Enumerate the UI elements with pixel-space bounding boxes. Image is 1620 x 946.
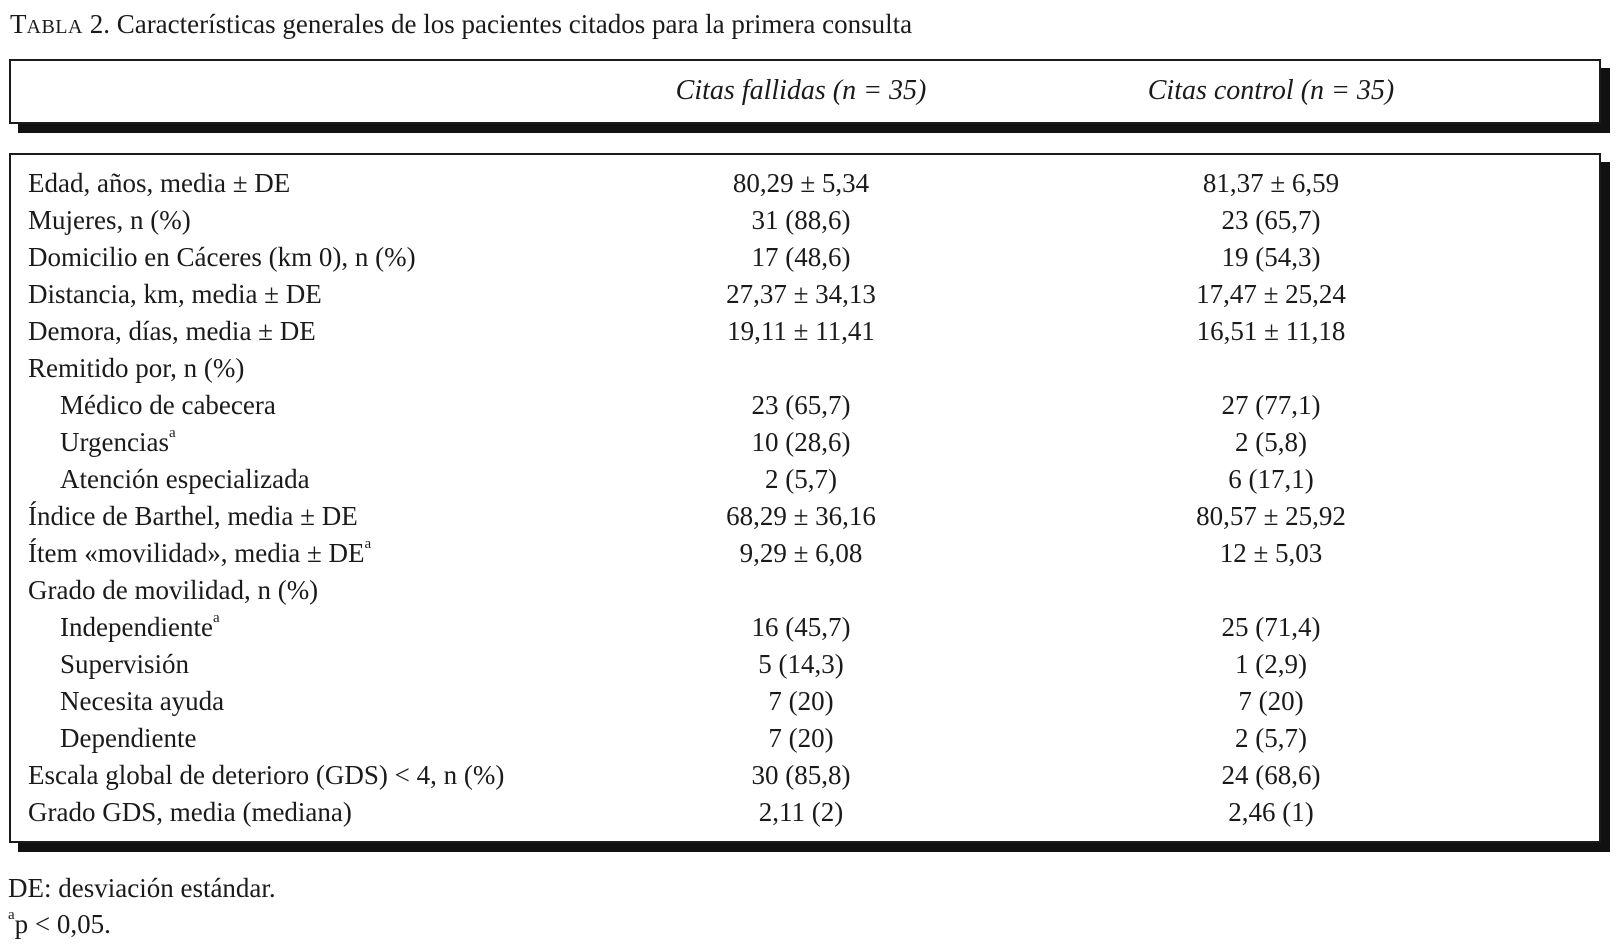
table-row xyxy=(11,720,1599,757)
value-citas-fallidas: 68,29 ± 36,16 xyxy=(726,501,876,531)
value-citas-fallidas: 27,37 ± 34,13 xyxy=(726,279,876,309)
caption-label-initial: T xyxy=(10,9,27,39)
value-citas-control: 19 (54,3) xyxy=(1221,242,1321,272)
value-citas-control: 16,51 ± 11,18 xyxy=(1196,316,1346,346)
value-citas-fallidas: 10 (28,6) xyxy=(751,427,851,457)
value-citas-control: 12 ± 5,03 xyxy=(1219,538,1323,568)
value-citas-fallidas: 2,11 (2) xyxy=(758,797,844,827)
value-citas-control: 2,46 (1) xyxy=(1228,797,1314,827)
value-citas-fallidas: 2 (5,7) xyxy=(765,464,837,494)
value-citas-fallidas: 17 (48,6) xyxy=(751,242,851,272)
footnote-abbreviation: DE: desviación estándar. xyxy=(8,873,276,903)
value-citas-fallidas: 7 (20) xyxy=(768,686,834,716)
footnote-significance: $^a$p < 0,05. xyxy=(8,907,111,939)
table-row-group-heading xyxy=(11,572,1599,609)
row-label: Escala global de deterioro (GDS) < 4, n (%) xyxy=(28,760,505,790)
value-citas-fallidas: 80,29 ± 5,34 xyxy=(732,168,870,198)
row-label: Edad, años, media ± DE xyxy=(28,168,291,198)
value-citas-control: 2 (5,8) xyxy=(1235,427,1307,457)
value-citas-fallidas: 23 (65,7) xyxy=(751,390,851,420)
row-label: Mujeres, n (%) xyxy=(28,205,191,235)
row-label: Atención especializada xyxy=(60,464,310,494)
row-label: Necesita ayuda xyxy=(60,686,225,716)
value-citas-control: 25 (71,4) xyxy=(1221,612,1321,642)
table-row xyxy=(11,387,1599,424)
row-label: Índice de Barthel, media ± DE xyxy=(28,501,358,531)
row-label: Distancia, km, media ± DE xyxy=(28,279,322,309)
value-citas-control: 17,47 ± 25,24 xyxy=(1196,279,1346,309)
value-citas-control: 24 (68,6) xyxy=(1221,760,1321,790)
column-header-citas-fallidas: Citas fallidas (n = 35) xyxy=(675,75,927,106)
value-citas-control: 27 (77,1) xyxy=(1221,390,1321,420)
row-label: Demora, días, media ± DE xyxy=(28,316,316,346)
significance-mark: a xyxy=(212,610,220,626)
significance-mark: a xyxy=(8,907,15,923)
significance-mark: a xyxy=(364,536,372,552)
row-label: Urgencias$^a$ xyxy=(60,425,176,457)
table-row xyxy=(11,683,1599,720)
value-citas-fallidas: 31 (88,6) xyxy=(751,205,851,235)
row-label: Supervisión xyxy=(60,649,190,679)
table-header-box xyxy=(9,59,1601,124)
table-row xyxy=(11,276,1599,313)
row-label: Dependiente xyxy=(60,723,197,753)
caption-number: 2. xyxy=(89,9,110,39)
value-citas-control: 6 (17,1) xyxy=(1228,464,1314,494)
table-row xyxy=(11,202,1599,239)
table-row xyxy=(11,498,1599,535)
value-citas-control: 2 (5,7) xyxy=(1235,723,1307,753)
caption-label-rest: ABLA xyxy=(26,16,83,38)
table-row xyxy=(11,239,1599,276)
value-citas-fallidas: 7 (20) xyxy=(768,723,834,753)
table-caption xyxy=(10,4,912,47)
table-row xyxy=(11,535,1599,572)
column-header-citas-control: Citas control (n = 35) xyxy=(1147,75,1395,106)
table-row xyxy=(11,794,1599,831)
table-row xyxy=(11,313,1599,350)
row-label: Grado de movilidad, n (%) xyxy=(28,575,319,605)
value-citas-control: 81,37 ± 6,59 xyxy=(1202,168,1340,198)
value-citas-control: 7 (20) xyxy=(1238,686,1304,716)
row-label: Grado GDS, media (mediana) xyxy=(28,797,352,827)
value-citas-fallidas: 9,29 ± 6,08 xyxy=(739,538,863,568)
value-citas-fallidas: 19,11 ± 11,41 xyxy=(727,316,875,346)
value-citas-control: 1 (2,9) xyxy=(1235,649,1307,679)
table-row xyxy=(11,461,1599,498)
value-citas-control: 23 (65,7) xyxy=(1221,205,1321,235)
caption-text: Características generales de los pacientes citados para la primera consulta xyxy=(116,9,913,39)
value-citas-fallidas: 16 (45,7) xyxy=(751,612,851,642)
table-body-box xyxy=(9,153,1601,843)
significance-mark: a xyxy=(168,425,176,441)
row-label: Domicilio en Cáceres (km 0), n (%) xyxy=(28,242,416,272)
table-row xyxy=(11,165,1599,202)
row-label: Ítem «movilidad», media ± $DE^a$ xyxy=(28,536,372,568)
value-citas-control: 80,57 ± 25,92 xyxy=(1196,501,1346,531)
table-row xyxy=(11,757,1599,794)
table-row xyxy=(11,424,1599,461)
value-citas-fallidas: 30 (85,8) xyxy=(751,760,851,790)
table-row-group-heading xyxy=(11,350,1599,387)
row-label: Médico de cabecera xyxy=(60,390,276,420)
row-label: Remitido por, n (%) xyxy=(28,353,245,383)
row-label: Independiente$^a$ xyxy=(60,610,220,642)
table-row xyxy=(11,646,1599,683)
table-row xyxy=(11,609,1599,646)
value-citas-fallidas: 5 (14,3) xyxy=(758,649,844,679)
